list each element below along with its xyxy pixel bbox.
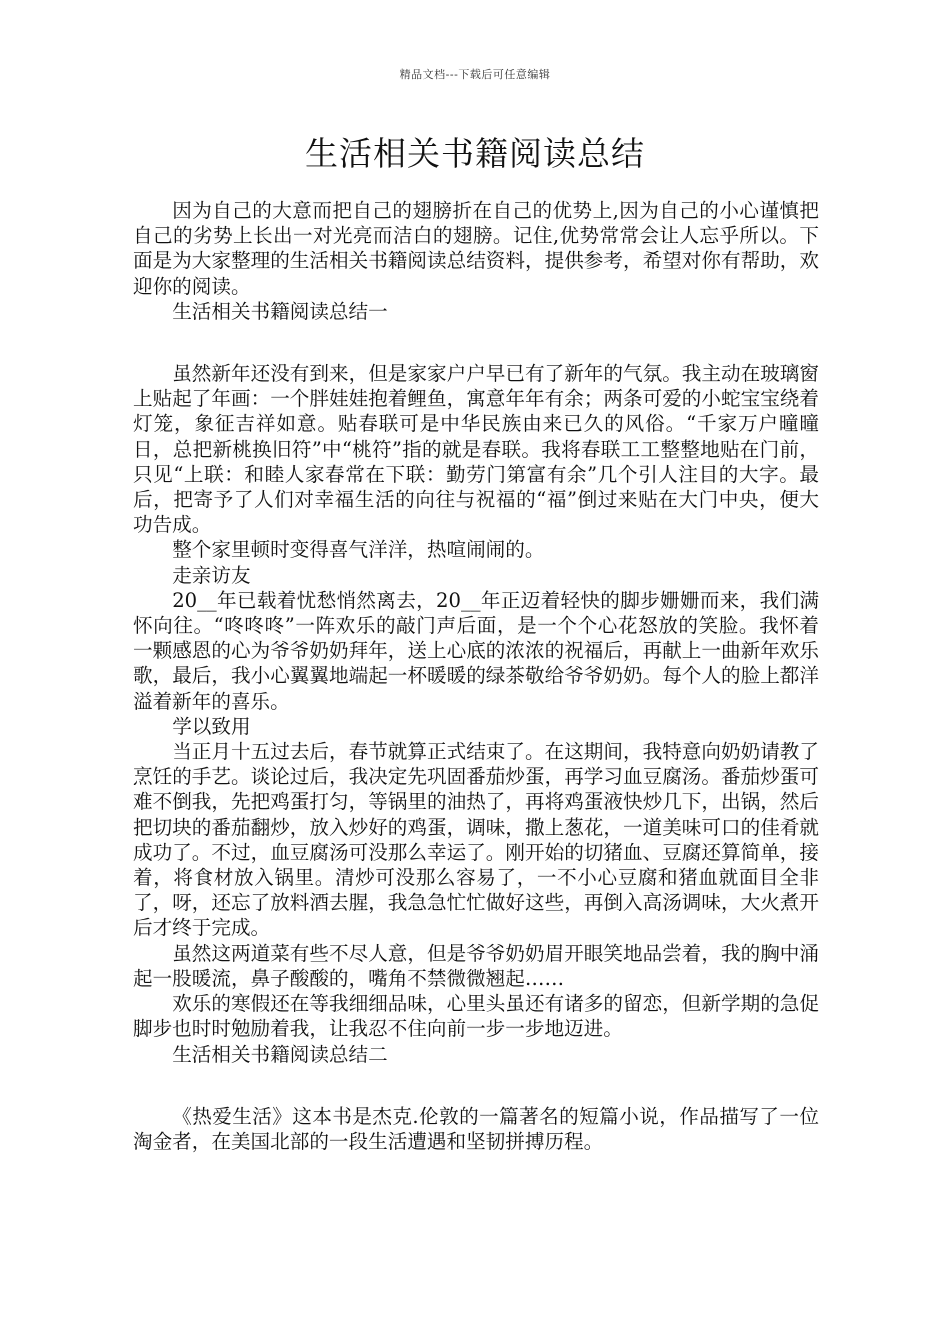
paragraph: 虽然这两道菜有些不尽人意，但是爷爷奶奶眉开眼笑地品尝着，我的胸中涌起一股暖流，鼻子酸酸的，嘴角不禁微微翘起…… [133,941,819,990]
blank-line [133,324,819,361]
intro-paragraph: 因为自己的大意而把自己的翅膀折在自己的优势上,因为自己的小心谨慎把自己的劣势上长出一对光亮而洁白的翅膀。记住,优势常常会让人忘乎所以。下面是为大家整理的生活相关书籍阅读总结资料，提供参考，希望对你有帮助，欢迎你的阅读。 [133,199,819,298]
subheading-visit: 走亲访友 [172,563,251,587]
paragraph: 欢乐的寒假还在等我细细品味，心里头虽还有诸多的留恋，但新学期的急促脚步也时时勉励着我，让我忍不住向前一步一步地迈进。 [133,992,819,1041]
paragraph: 当正月十五过去后，春节就算正式结束了。在这期间，我特意向奶奶请教了烹饪的手艺。谈论过后，我决定先巩固番茄炒蛋，再学习血豆腐汤。番茄炒蛋可难不倒我，先把鸡蛋打匀，等锅里的油热了，再将鸡蛋液快炒几下，出锅，然后把切块的番茄翻炒，放入炒好的鸡蛋，调味，撒上葱花，一道美味可口的佳肴就成功了。不过，血豆腐汤可没那么幸运了。刚开始的切猪血、豆腐还算简单，接着，将食材放入锅里。清炒可没那么容易了，一不小心豆腐和猪血就面目全非了，呀，还忘了放料酒去腥，我急急忙忙做好这些，再倒入高汤调味，大火煮开后才终于完成。 [133,740,819,940]
document-body [133,198,819,1154]
page-title: 生活相关书籍阅读总结 [305,134,645,173]
paragraph: 虽然新年还没有到来，但是家家户户早已有了新年的气氛。我主动在玻璃窗上贴起了年画：一个胖娃娃抱着鲤鱼，寓意年年有余；两条可爱的小蛇宝宝绕着灯笼，象征吉祥如意。贴春联可是中华民族由来已久的风俗。“千家万户曈曈日，总把新桃换旧符”中“桃符”指的就是春联。我将春联工工整整地贴在门前，只见“上联：和睦人家春常在下联：勤劳门第富有余”几个引人注目的大字。最后，把寄予了人们对幸福生活的向往与祝福的“福”倒过来贴在大门中央，便大功告成。 [133,362,819,537]
paragraph: 《热爱生活》这本书是杰克.伦敦的一篇著名的短篇小说，作品描写了一位淘金者，在美国北部的一段生活遭遇和坚韧拼搏历程。 [133,1104,819,1153]
paragraph: 20__年已载着忧愁悄然离去，20__年正迈着轻快的脚步姗姗而来，我们满怀向往。“咚咚咚”一阵欢乐的敲门声后面，是一个个心花怒放的笑脸。我怀着一颗感恩的心为爷爷奶奶拜年，送上心底的浓浓的祝福后，再献上一曲新年欢乐歌，最后，我小心翼翼地端起一杯暖暖的绿茶敬给爷爷奶奶。每个人的脸上都洋溢着新年的喜乐。 [133,588,819,713]
section-heading-1: 生活相关书籍阅读总结一 [172,299,388,323]
blank-line [133,1067,819,1104]
header-note: 精品文档---下载后可任意编辑 [399,68,551,81]
section-heading-2: 生活相关书籍阅读总结二 [172,1042,388,1066]
paragraph: 整个家里顿时变得喜气洋洋，热喧闹闹的。 [172,538,545,562]
subheading-learn: 学以致用 [172,714,251,738]
